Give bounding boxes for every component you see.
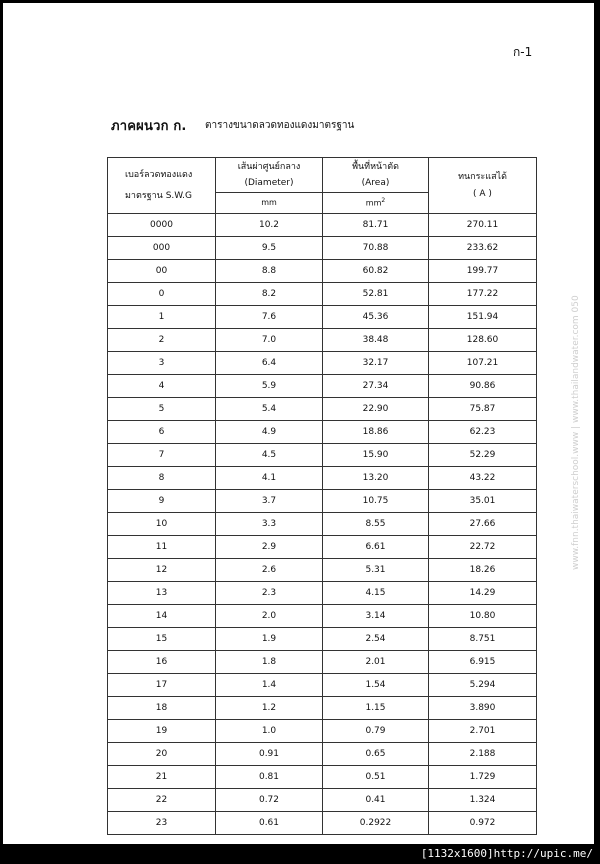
swg-cell: 20 [108, 743, 216, 766]
table-row [108, 329, 537, 352]
current-cell: 0.972 [429, 812, 537, 835]
diameter-cell: 8.2 [216, 283, 323, 306]
table-row [108, 536, 537, 559]
area-cell: 6.61 [323, 536, 429, 559]
diameter-cell: 5.9 [216, 375, 323, 398]
area-cell: 1.54 [323, 674, 429, 697]
table-row [108, 260, 537, 283]
swg-cell: 000 [108, 237, 216, 260]
diameter-cell: 2.0 [216, 605, 323, 628]
area-cell: 13.20 [323, 467, 429, 490]
table-row [108, 674, 537, 697]
area-unit-superscript: 2 [381, 196, 386, 204]
table-row [108, 306, 537, 329]
table-row [108, 283, 537, 306]
area-cell: 0.65 [323, 743, 429, 766]
current-cell: 10.80 [429, 605, 537, 628]
table-row [108, 375, 537, 398]
swg-cell: 15 [108, 628, 216, 651]
area-cell: 52.81 [323, 283, 429, 306]
current-cell: 22.72 [429, 536, 537, 559]
area-cell: 1.15 [323, 697, 429, 720]
diameter-cell: 1.8 [216, 651, 323, 674]
diameter-cell: 7.0 [216, 329, 323, 352]
area-cell: 0.79 [323, 720, 429, 743]
diameter-cell: 9.5 [216, 237, 323, 260]
table-row [108, 789, 537, 812]
swg-cell: 9 [108, 490, 216, 513]
diameter-header-line1: เส้นผ่าศูนย์กลาง [237, 161, 301, 172]
diameter-cell: 8.8 [216, 260, 323, 283]
area-cell: 0.51 [323, 766, 429, 789]
diameter-cell: 5.4 [216, 398, 323, 421]
current-cell: 27.66 [429, 513, 537, 536]
diameter-cell: 1.9 [216, 628, 323, 651]
swg-cell: 7 [108, 444, 216, 467]
diameter-cell: 7.6 [216, 306, 323, 329]
current-cell: 62.23 [429, 421, 537, 444]
swg-cell: 14 [108, 605, 216, 628]
swg-cell: 3 [108, 352, 216, 375]
area-cell: 0.2922 [323, 812, 429, 835]
table-header [108, 158, 537, 214]
current-cell: 90.86 [429, 375, 537, 398]
diameter-cell: 2.3 [216, 582, 323, 605]
swg-cell: 13 [108, 582, 216, 605]
swg-cell: 23 [108, 812, 216, 835]
area-cell: 10.75 [323, 490, 429, 513]
area-cell: 2.01 [323, 651, 429, 674]
area-header-line2: (Area) [361, 178, 390, 188]
diameter-cell: 4.5 [216, 444, 323, 467]
table-row [108, 467, 537, 490]
document-page [3, 3, 594, 844]
current-cell: 75.87 [429, 398, 537, 421]
area-cell: 60.82 [323, 260, 429, 283]
swg-cell: 21 [108, 766, 216, 789]
diameter-cell: 10.2 [216, 214, 323, 237]
table-row [108, 237, 537, 260]
current-cell: 5.294 [429, 674, 537, 697]
appendix-title: ภาคผนวก ก. [111, 119, 187, 134]
current-cell: 6.915 [429, 651, 537, 674]
swg-header-line1: เบอร์ลวดทองแดง [125, 170, 193, 181]
diameter-cell: 0.61 [216, 812, 323, 835]
current-header-line2: ( A ) [473, 188, 492, 199]
diameter-cell: 0.72 [216, 789, 323, 812]
area-cell: 32.17 [323, 352, 429, 375]
current-cell: 128.60 [429, 329, 537, 352]
table-body [108, 214, 537, 835]
diameter-header-line2: (Diameter) [244, 178, 294, 188]
current-header [429, 158, 537, 214]
page-number: ก-1 [513, 45, 533, 59]
swg-header [108, 158, 216, 214]
swg-cell: 18 [108, 697, 216, 720]
current-cell: 35.01 [429, 490, 537, 513]
current-cell: 8.751 [429, 628, 537, 651]
diameter-cell: 1.2 [216, 697, 323, 720]
area-unit-base: mm [365, 198, 382, 208]
current-cell: 2.701 [429, 720, 537, 743]
diameter-cell: 6.4 [216, 352, 323, 375]
swg-cell: 22 [108, 789, 216, 812]
table-row [108, 812, 537, 835]
table-row [108, 743, 537, 766]
table-row [108, 582, 537, 605]
current-cell: 18.26 [429, 559, 537, 582]
copper-wire-table [107, 157, 537, 835]
current-cell: 270.11 [429, 214, 537, 237]
current-cell: 199.77 [429, 260, 537, 283]
diameter-cell: 2.9 [216, 536, 323, 559]
current-cell: 107.21 [429, 352, 537, 375]
current-cell: 233.62 [429, 237, 537, 260]
area-cell: 8.55 [323, 513, 429, 536]
table-row [108, 398, 537, 421]
area-cell: 38.48 [323, 329, 429, 352]
table-row [108, 766, 537, 789]
swg-cell: 12 [108, 559, 216, 582]
swg-cell: 2 [108, 329, 216, 352]
diameter-cell: 0.81 [216, 766, 323, 789]
diameter-unit: mm [216, 193, 323, 214]
table-row [108, 651, 537, 674]
diameter-cell: 4.1 [216, 467, 323, 490]
appendix-caption: ตารางขนาดลวดทองแดงมาตรฐาน [205, 120, 355, 131]
diameter-cell: 0.91 [216, 743, 323, 766]
diameter-cell: 3.7 [216, 490, 323, 513]
area-cell: 45.36 [323, 306, 429, 329]
area-cell: 15.90 [323, 444, 429, 467]
current-cell: 177.22 [429, 283, 537, 306]
table-row [108, 352, 537, 375]
swg-cell: 0000 [108, 214, 216, 237]
swg-cell: 00 [108, 260, 216, 283]
current-cell: 52.29 [429, 444, 537, 467]
vertical-watermark: www.fnn.thaiwaterschool.www | www.thailandwater.com 050 [571, 295, 581, 571]
diameter-cell: 4.9 [216, 421, 323, 444]
area-cell: 5.31 [323, 559, 429, 582]
area-header-line1: พื้นที่หน้าตัด [352, 161, 399, 172]
table-row [108, 513, 537, 536]
table-row [108, 421, 537, 444]
swg-cell: 11 [108, 536, 216, 559]
swg-cell: 6 [108, 421, 216, 444]
diameter-cell: 2.6 [216, 559, 323, 582]
table-row [108, 490, 537, 513]
table-row [108, 559, 537, 582]
area-header [323, 158, 429, 193]
current-cell: 2.188 [429, 743, 537, 766]
current-cell: 1.324 [429, 789, 537, 812]
swg-cell: 0 [108, 283, 216, 306]
table-row [108, 628, 537, 651]
diameter-cell: 1.0 [216, 720, 323, 743]
table-row [108, 720, 537, 743]
area-cell: 3.14 [323, 605, 429, 628]
diameter-cell: 1.4 [216, 674, 323, 697]
swg-cell: 5 [108, 398, 216, 421]
swg-cell: 17 [108, 674, 216, 697]
table-row [108, 214, 537, 237]
area-cell: 22.90 [323, 398, 429, 421]
area-cell: 18.86 [323, 421, 429, 444]
table-row [108, 605, 537, 628]
area-cell: 81.71 [323, 214, 429, 237]
footer-image-badge: [1132x1600]http://upic.me/ [417, 846, 597, 861]
area-cell: 4.15 [323, 582, 429, 605]
diameter-header [216, 158, 323, 193]
current-header-line1: ทนกระแสได้ [458, 172, 507, 183]
swg-cell: 16 [108, 651, 216, 674]
header-row-main [108, 158, 537, 193]
current-cell: 3.890 [429, 697, 537, 720]
swg-cell: 4 [108, 375, 216, 398]
area-cell: 2.54 [323, 628, 429, 651]
swg-header-line2: มาตรฐาน S.W.G [125, 190, 192, 201]
table-row [108, 697, 537, 720]
swg-cell: 1 [108, 306, 216, 329]
swg-cell: 19 [108, 720, 216, 743]
current-cell: 151.94 [429, 306, 537, 329]
area-cell: 70.88 [323, 237, 429, 260]
current-cell: 43.22 [429, 467, 537, 490]
diameter-cell: 3.3 [216, 513, 323, 536]
area-unit [323, 193, 429, 214]
swg-cell: 8 [108, 467, 216, 490]
current-cell: 14.29 [429, 582, 537, 605]
current-cell: 1.729 [429, 766, 537, 789]
table-row [108, 444, 537, 467]
area-cell: 27.34 [323, 375, 429, 398]
area-cell: 0.41 [323, 789, 429, 812]
swg-cell: 10 [108, 513, 216, 536]
